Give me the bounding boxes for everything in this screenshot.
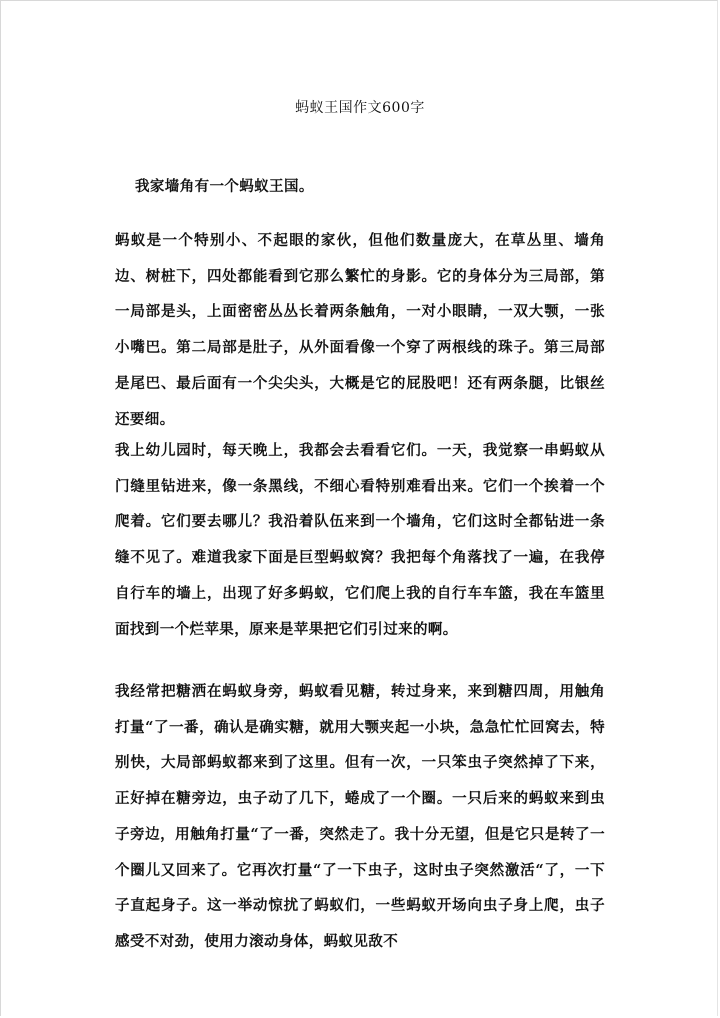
- paragraph-ant-description: 蚂蚁是一个特别小、不起眼的家伙，但他们数量庞大，在草丛里、墙角边、树桩下，四处都能看到它那么繁忙的身影。它的身体分为三局部，第一局部是头，上面密密丛丛长着两条触角，一对小眼睛，一双大颚，一张小嘴巴。第二局部是肚子，从外面看像一个穿了两根线的珠子。第三局部是尾巴、最后面有一个尖尖头，大概是它的屁股吧！还有两条腿，比银丝还要细。: [115, 232, 605, 428]
- paragraph-intro: 我家墙角有一个蚂蚁王国。: [135, 178, 314, 195]
- document-title: 蚂蚁王国作文600字: [295, 100, 425, 116]
- paragraph-sugar-story: 我经常把糖洒在蚂蚁身旁，蚂蚁看见糖，转过身来，来到糖四周，用触角打量“了一番，确认是确实糖，就用大颚夹起一小块，急急忙忙回窝去，特别快，大局部蚂蚁都来到了这里。但有一次，一只笨虫子突然掉了下来，正好掉在糖旁边，虫子动了几下，蜷成了一个圈。一只后来的蚂蚁来到虫子旁边，用触角打量“了一番，突然走了。我十分无望，但是它只是转了一个圈儿又回来了。它再次打量“了一下虫子，这时虫子突然激活“了，一下子直起身子。这一举动惊扰了蚂蚁们，一些蚂蚁开场向虫子身上爬，虫子感受不对劲，使用力滚动身体，蚂蚁见敌不: [115, 683, 605, 950]
- paragraph-kindergarten-story: 我上幼儿园时，每天晚上，我都会去看看它们。一天，我觉察一串蚂蚁从门缝里钻进来，像一条黑线，不细心看特别难看出来。它们一个挨着一个爬着。它们要去哪儿？我沿着队伍来到一个墙角，它们这时全都钻进一条缝不见了。难道我家下面是巨型蚂蚁窝？我把每个角落找了一遍，在我停自行车的墙上，出现了好多蚂蚁，它们爬上我的自行车车篮，我在车篮里面找到一个烂苹果，原来是苹果把它们引过来的啊。: [115, 442, 605, 638]
